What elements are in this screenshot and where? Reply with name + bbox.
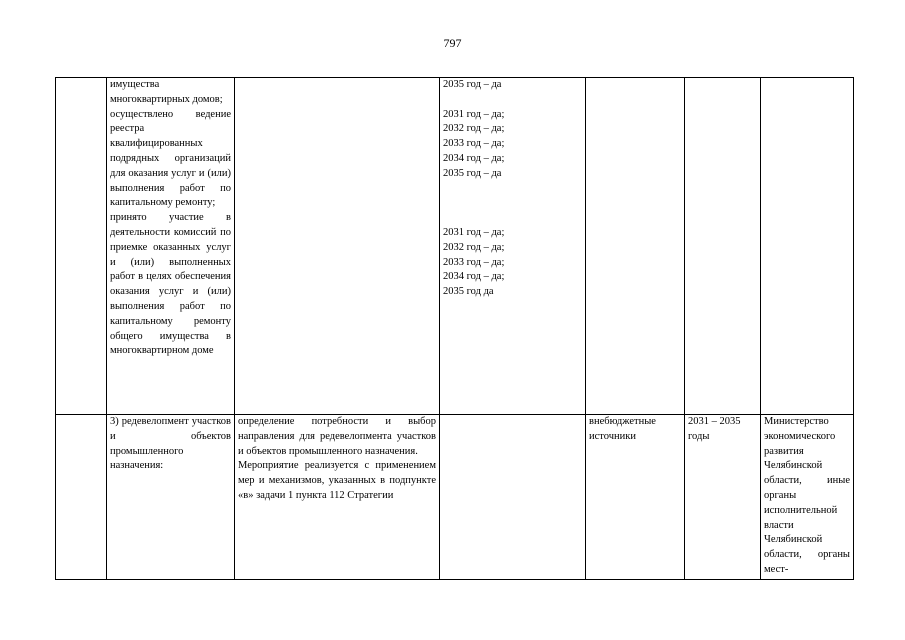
indicator-line: 2031 год – да; <box>443 226 505 238</box>
description-paragraph-1: определение потребности и выбор направления для редевелопмента участков и объектов промышленного назначения. <box>238 416 436 457</box>
table-cell-period <box>685 78 761 415</box>
result-line-2: осуществлено ведение реестра квалифицированных подрядных организаций для оказания услуг и (или) выполнения работ по капитальному ремонту; <box>110 108 231 209</box>
indicator-line: 2035 год – да <box>443 167 502 179</box>
result-line-1: имущества многоквартирных домов; <box>110 79 223 105</box>
table-cell-period: 2031 – 2035 годы <box>685 415 761 580</box>
indicator-line: 2032 год – да; <box>443 123 505 135</box>
indicator-line: 2035 год да <box>443 286 494 298</box>
indicator-line: 2034 год – да; <box>443 152 505 164</box>
table-cell-description <box>235 415 440 580</box>
page-number: 797 <box>443 36 462 50</box>
table-cell-executor <box>761 78 854 415</box>
table-cell-indicators <box>440 78 586 415</box>
table-cell-number <box>56 415 107 580</box>
description-paragraph-2: Мероприятие реализуется с применением мер и механизмов, указанных в подпункте «в» задачи 1 пункта 112 Стратегии <box>238 460 436 501</box>
indicator-line: 2033 год – да; <box>443 138 505 150</box>
table-cell-funding <box>586 78 685 415</box>
indicator-line: 2034 год – да; <box>443 271 505 283</box>
table-cell-result <box>107 78 235 415</box>
result-line-3: принято участие в деятельности комиссий по приемке оказанных услуг и (или) выполненных работ в целях обеспечения оказания услуг и (или) выполнения работ по капитальному ремонту общего имущества в многоквартирном доме <box>110 212 231 357</box>
table-row <box>56 78 854 415</box>
program-table <box>55 77 854 580</box>
table-cell-description <box>235 78 440 415</box>
indicator-line: 2035 год – да <box>443 79 502 90</box>
table-cell-executor: Министерство экономического развития Челябинской области, иные органы исполнительной власти Челябинской области, органы мест- <box>761 415 854 580</box>
indicator-line: 2033 год – да; <box>443 256 505 268</box>
table-cell-result: 3) редевелопмент участков и объектов промышленного назначения: <box>107 415 235 580</box>
indicator-line: 2031 год – да; <box>443 108 505 120</box>
table-cell-number <box>56 78 107 415</box>
table-cell-indicators <box>440 415 586 580</box>
table-row <box>56 415 854 580</box>
table-cell-funding: внебюджетные источники <box>586 415 685 580</box>
indicator-line: 2032 год – да; <box>443 241 505 253</box>
